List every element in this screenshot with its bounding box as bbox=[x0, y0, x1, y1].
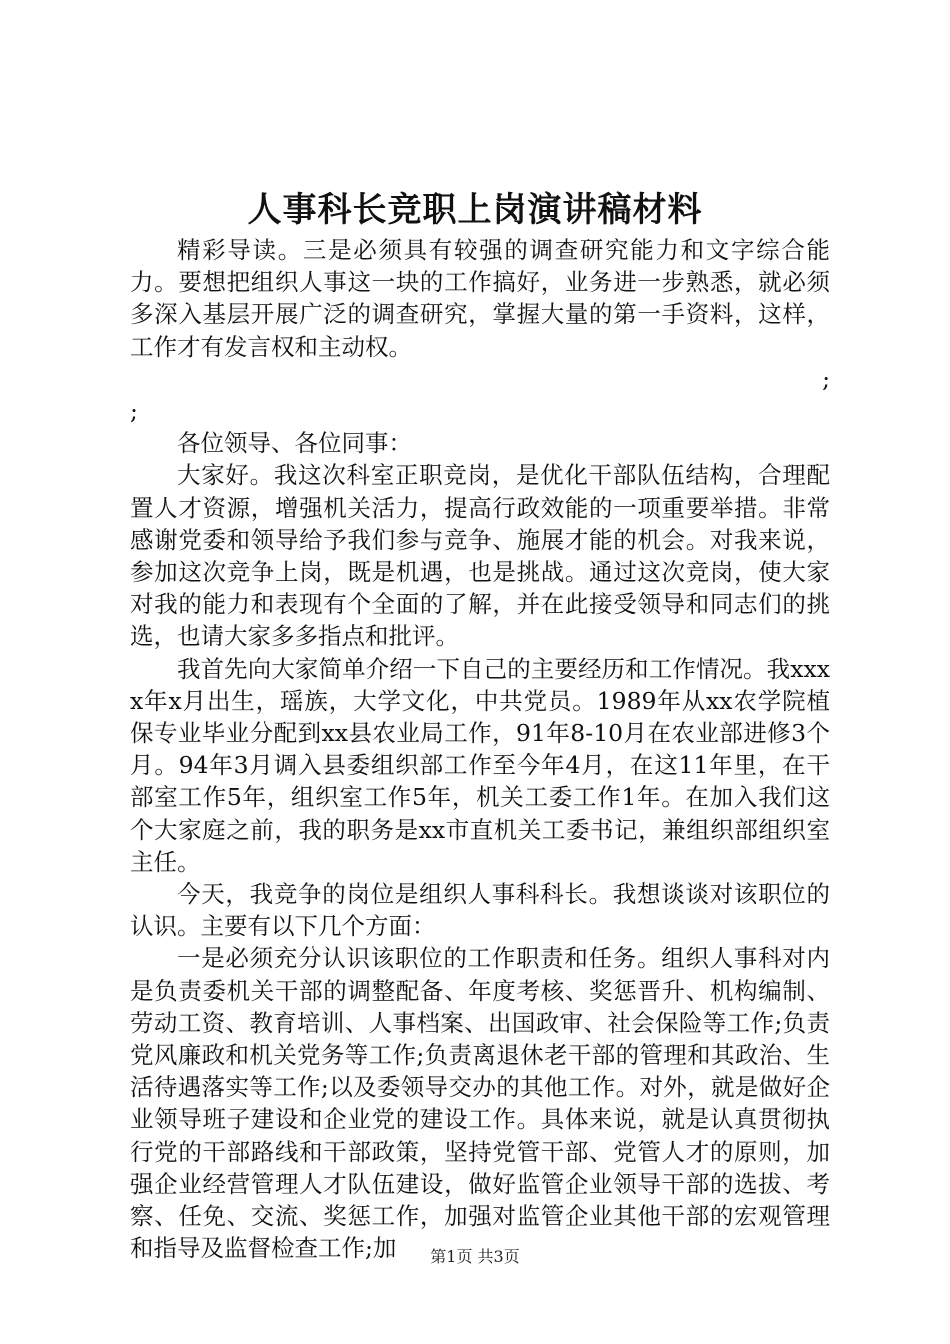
semicolon-right bbox=[130, 363, 830, 395]
semicolon-left: ; bbox=[130, 397, 138, 426]
body-paragraph-1: 大家好。我这次科室正职竞岗，是优化干部队伍结构，合理配置人才资源，增强机关活力，提高行政效能的一项重要举措。非常感谢党委和领导给予我们参与竞争、施展才能的机会。对我来说，参加这次竞争上岗，既是机遇，也是挑战。通过这次竞岗，使大家对我的能力和表现有个全面的了解，并在此接受领导和同志们的挑选，也请大家多多指点和批评。 bbox=[130, 461, 830, 651]
intro-paragraph: 精彩导读。三是必须具有较强的调查研究能力和文字综合能力。要想把组织人事这一块的工作搞好，业务进一步熟悉，就必须多深入基层开展广泛的调查研究，掌握大量的第一手资料，这样，工作才有发言权和主动权。 bbox=[130, 236, 830, 361]
body-paragraph-4: 一是必须充分认识该职位的工作职责和任务。组织人事科对内是负责委机关干部的调整配备、年度考核、奖惩晋升、机构编制、劳动工资、教育培训、人事档案、出国政审、社会保险等工作;负责党风廉政和机关党务等工作;负责离退休老干部的管理和其政治、生活待遇落实等工作;以及委领导交办的其他工作。对外，就是做好企业领导班子建设和企业党的建设工作。具体来说，就是认真贯彻执行党的干部路线和干部政策，坚持党管干部、党管人才的原则，加强企业经营管理人才队伍建设，做好监管企业领导干部的选拔、考察、任免、交流、奖惩工作，加强对监管企业其他干部的宏观管理和指导及监督检查工作;加 bbox=[130, 944, 830, 1263]
body-paragraph-2: 我首先向大家简单介绍一下自己的主要经历和工作情况。我xxxx年x月出生，瑶族，大学文化，中共党员。1989年从xx农学院植保专业毕业分配到xx县农业局工作，91年8-10月在农业部进修3个月。94年3月调入县委组织部工作至今年4月，在这11年里，在干部室工作5年，组织室工作5年，机关工委工作1年。在加入我们这个大家庭之前，我的职务是xx市直机关工委书记，兼组织部组织室主任。 bbox=[130, 654, 830, 876]
semicolon-right-text: ; bbox=[822, 364, 830, 393]
page-footer: 第1页 共3页 bbox=[430, 1247, 520, 1266]
body-paragraph-3: 今天，我竞争的岗位是组织人事科科长。我想谈谈对该职位的认识。主要有以下几个方面： bbox=[130, 880, 830, 941]
document-body bbox=[130, 234, 830, 1265]
document-title: 人事科长竞职上岗演讲稿材料 bbox=[247, 190, 703, 230]
salutation: 各位领导、各位同事： bbox=[177, 429, 412, 458]
